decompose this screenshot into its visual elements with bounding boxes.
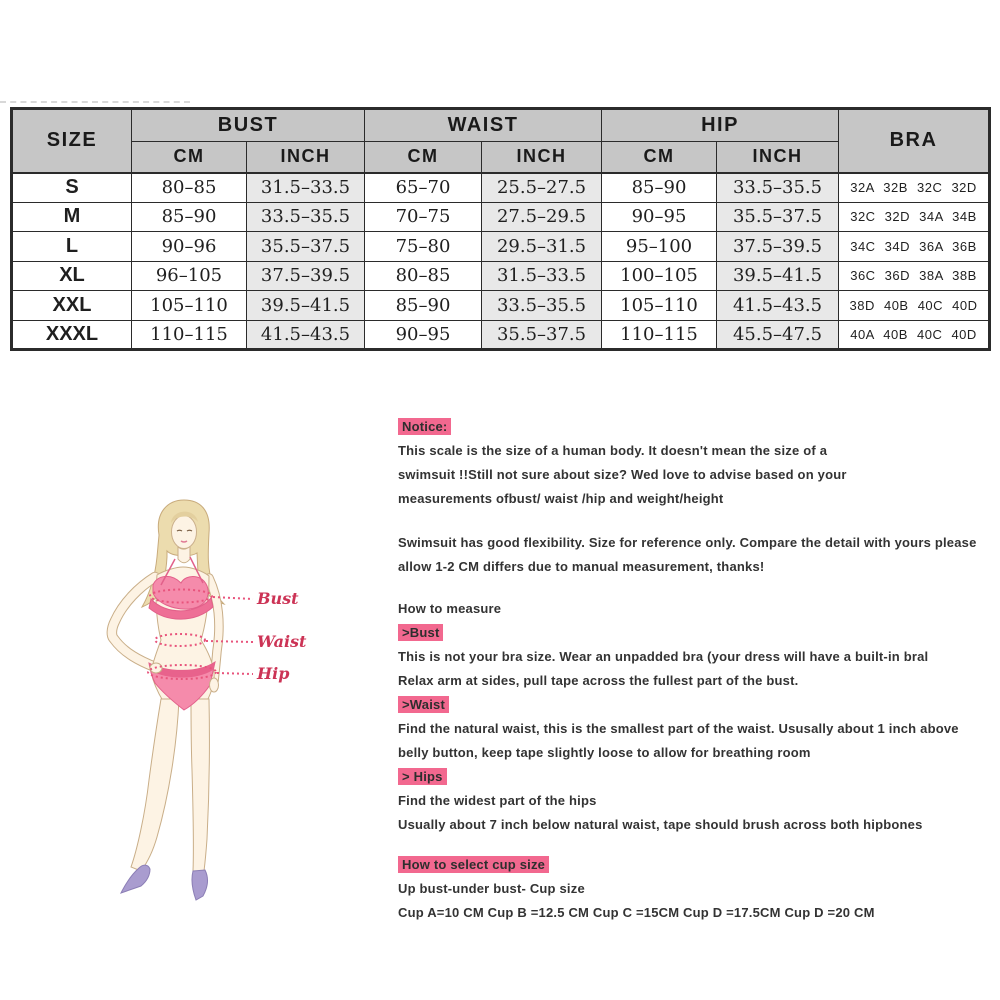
- hip-inch-value: 39.5–41.5: [717, 261, 839, 291]
- bra-value: 40A 40B 40C 40D: [839, 320, 990, 350]
- header-size: SIZE: [12, 109, 132, 173]
- notice-line: This scale is the size of a human body. It doesn't mean the size of a: [398, 443, 828, 458]
- bust-inch-value: 39.5–41.5: [247, 291, 365, 321]
- cup-size-line: Up bust-under bust- Cup size: [398, 881, 585, 896]
- bust-cm-value: 96–105: [132, 261, 247, 291]
- cup-size-line: Cup A=10 CM Cup B =12.5 CM Cup C =15CM Cup D =17.5CM Cup D =20 CM: [398, 905, 875, 920]
- bust-instruction-line: Relax arm at sides, pull tape across the fullest part of the bust.: [398, 673, 799, 688]
- header-waist-cm: CM: [365, 142, 482, 173]
- table-row-xxl: [12, 291, 990, 321]
- hip-cm-value: 95–100: [602, 232, 717, 262]
- table-row-m: [12, 202, 990, 232]
- left-leg-shape: [131, 699, 179, 871]
- bust-section-title: >Bust: [398, 624, 443, 641]
- hip-inch-value: 45.5–47.5: [717, 320, 839, 350]
- bust-cm-value: 105–110: [132, 291, 247, 321]
- hip-inch-value: 33.5–35.5: [717, 173, 839, 203]
- notice-line: measurements ofbust/ waist /hip and weight/height: [398, 491, 724, 506]
- waist-inch-value: 31.5–33.5: [482, 261, 602, 291]
- hips-section-title: > Hips: [398, 768, 447, 785]
- size-value: XL: [12, 261, 132, 291]
- header-hip-cm: CM: [602, 142, 717, 173]
- waist-cm-value: 70–75: [365, 202, 482, 232]
- size-value: XXXL: [12, 320, 132, 350]
- size-value: L: [12, 232, 132, 262]
- hip-cm-value: 110–115: [602, 320, 717, 350]
- bust-label: Bust: [257, 589, 299, 608]
- notice-line: swimsuit !!Still not sure about size? Wed love to advise based on your: [398, 467, 847, 482]
- cup-size-section-title: How to select cup size: [398, 856, 549, 873]
- notice-title: Notice:: [398, 418, 451, 435]
- table-row-xl: [12, 261, 990, 291]
- left-arm: [112, 577, 155, 667]
- waist-section-title: >Waist: [398, 696, 449, 713]
- flexibility-line: allow 1-2 CM differs due to manual measurement, thanks!: [398, 559, 765, 574]
- right-eye: [187, 530, 192, 531]
- hip-cm-value: 105–110: [602, 291, 717, 321]
- flexibility-line: Swimsuit has good flexibility. Size for reference only. Compare the detail with yours please: [398, 535, 977, 550]
- hips-instruction-line: Usually about 7 inch below natural waist, tape should brush across both hipbones: [398, 817, 923, 832]
- notes-block: [398, 415, 983, 925]
- waist-inch-value: 25.5–27.5: [482, 173, 602, 203]
- table-row-xxxl: [12, 320, 990, 350]
- header-bust-inch: INCH: [247, 142, 365, 173]
- hip-cm-value: 85–90: [602, 173, 717, 203]
- size-value: M: [12, 202, 132, 232]
- bust-inch-value: 31.5–33.5: [247, 173, 365, 203]
- hip-cm-value: 90–95: [602, 202, 717, 232]
- header-bust-cm: CM: [132, 142, 247, 173]
- table-row-l: [12, 232, 990, 262]
- bust-inch-value: 33.5–35.5: [247, 202, 365, 232]
- table-row-s: [12, 173, 990, 203]
- left-eye: [177, 530, 182, 531]
- bra-value: 38D 40B 40C 40D: [839, 291, 990, 321]
- hip-label: Hip: [257, 664, 290, 683]
- measurement-figure: [95, 495, 335, 915]
- bust-cm-value: 80–85: [132, 173, 247, 203]
- hip-inch-value: 41.5–43.5: [717, 291, 839, 321]
- hips-instruction-line: Find the widest part of the hips: [398, 793, 597, 808]
- bra-value: 36C 36D 38A 38B: [839, 261, 990, 291]
- bust-inch-value: 41.5–43.5: [247, 320, 365, 350]
- waist-inch-value: 35.5–37.5: [482, 320, 602, 350]
- bust-cm-value: 90–96: [132, 232, 247, 262]
- header-bust: BUST: [132, 109, 365, 142]
- waist-instruction-line: belly button, keep tape slightly loose to allow for breathing room: [398, 745, 811, 760]
- right-hand: [210, 678, 219, 692]
- bust-inch-value: 35.5–37.5: [247, 232, 365, 262]
- waist-inch-value: 27.5–29.5: [482, 202, 602, 232]
- bra-value: 32C 32D 34A 34B: [839, 202, 990, 232]
- waist-cm-value: 75–80: [365, 232, 482, 262]
- waist-cm-value: 90–95: [365, 320, 482, 350]
- header-waist-inch: INCH: [482, 142, 602, 173]
- waist-cm-value: 65–70: [365, 173, 482, 203]
- waist-leader-line: [206, 641, 253, 642]
- right-leg-shape: [191, 699, 209, 871]
- bust-cm-value: 110–115: [132, 320, 247, 350]
- header-hip-inch: INCH: [717, 142, 839, 173]
- size-value: S: [12, 173, 132, 203]
- hip-inch-value: 35.5–37.5: [717, 202, 839, 232]
- header-bra: BRA: [839, 109, 990, 173]
- waist-inch-value: 33.5–35.5: [482, 291, 602, 321]
- waist-cm-value: 80–85: [365, 261, 482, 291]
- bra-value: 34C 34D 36A 36B: [839, 232, 990, 262]
- header-hip: HIP: [602, 109, 839, 142]
- size-chart-table: [10, 107, 991, 351]
- size-value: XXL: [12, 291, 132, 321]
- hip-leader-line: [217, 673, 253, 674]
- hip-inch-value: 37.5–39.5: [717, 232, 839, 262]
- waist-label: Waist: [257, 632, 307, 651]
- waist-inch-value: 29.5–31.5: [482, 232, 602, 262]
- bra-value: 32A 32B 32C 32D: [839, 173, 990, 203]
- right-shoe: [192, 870, 207, 900]
- woman-sketch-illustration: [95, 495, 335, 915]
- waist-instruction-line: Find the natural waist, this is the smallest part of the waist. Ususally about 1 inch above: [398, 721, 959, 736]
- bust-instruction-line: This is not your bra size. Wear an unpadded bra (your dress will have a built-in bral: [398, 649, 929, 664]
- header-waist: WAIST: [365, 109, 602, 142]
- bust-inch-value: 37.5–39.5: [247, 261, 365, 291]
- waist-cm-value: 85–90: [365, 291, 482, 321]
- face-shape: [172, 516, 197, 549]
- top-dashed-line: [0, 101, 190, 103]
- bust-cm-value: 85–90: [132, 202, 247, 232]
- how-to-measure-title: How to measure: [398, 601, 502, 616]
- hip-cm-value: 100–105: [602, 261, 717, 291]
